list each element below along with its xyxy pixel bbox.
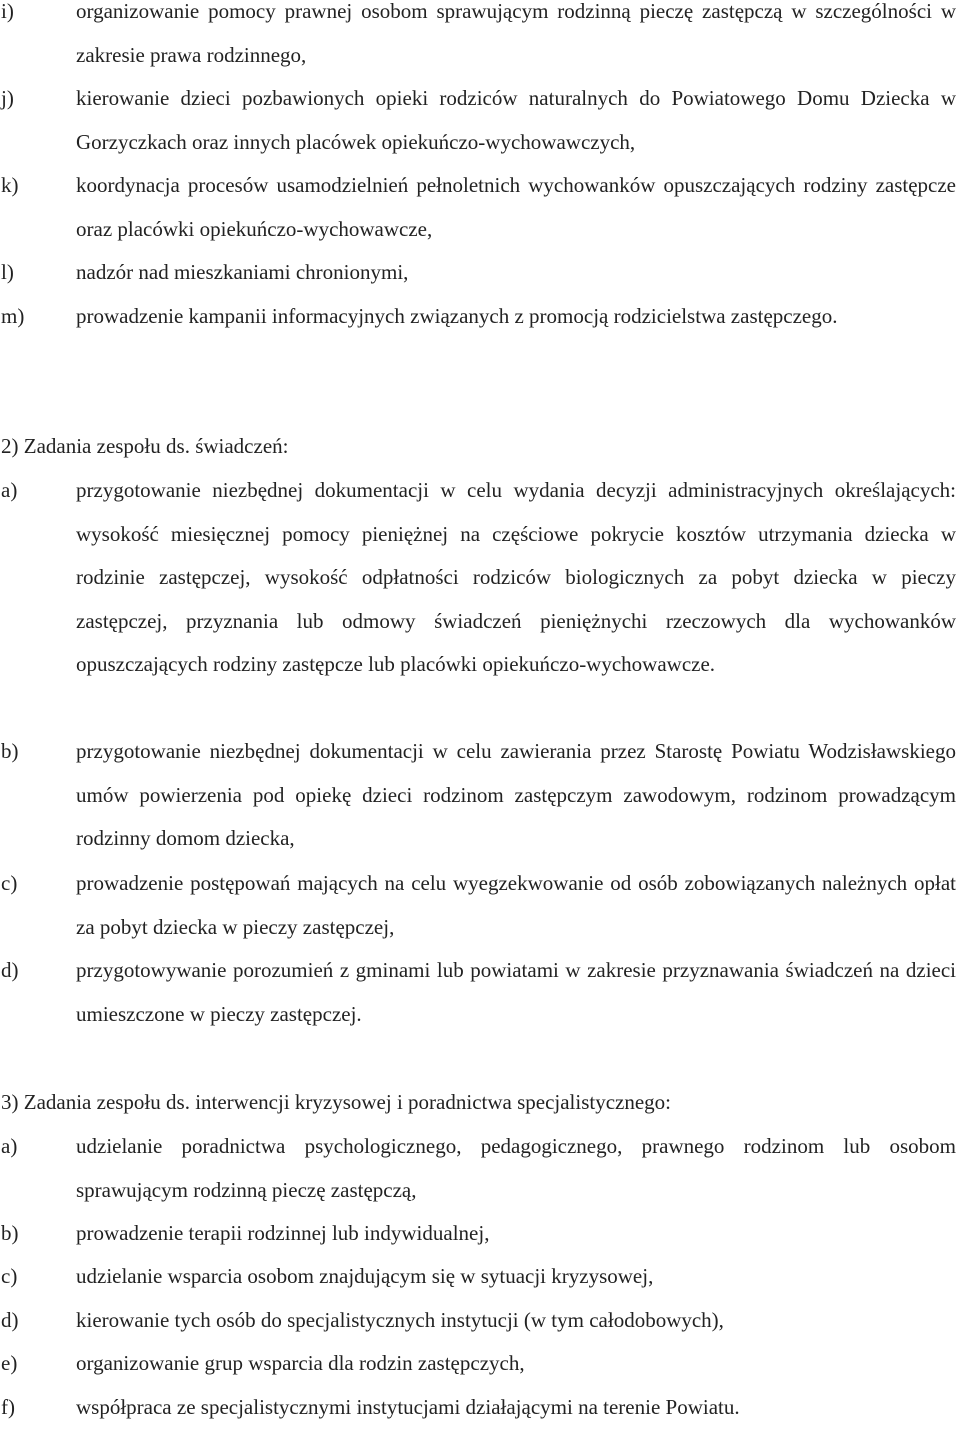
list-marker: b)	[1, 1221, 19, 1245]
list-item-i	[0, 0, 956, 77]
list-marker: c)	[1, 871, 18, 895]
list-item-text: przygotowanie niezbędnej dokumentacji w celu wydania decyzji administracyjnych określających: wysokość miesięcznej pomocy pieniężnej na częściowe pokrycie kosztów utrzymania dziecka w rodzinie zastępczej, wysokość odpłatności rodziców biologicznych za pobyt dziecka w pieczy zastępczej, przyznania lub odmowy świadczeń pieniężnychi rzeczowych dla wychowanków opuszczających rodziny zastępcze lub placówki opiekuńczo-wychowawcze.	[76, 478, 956, 677]
list-marker: a)	[1, 1134, 18, 1158]
list-item-text: przygotowywanie porozumień z gminami lub powiatami w zakresie przyznawania świadczeń na dzieci umieszczone w pieczy zastępczej.	[76, 958, 956, 1026]
list-item-text: przygotowanie niezbędnej dokumentacji w celu zawierania przez Starostę Powiatu Wodzisławskiego umów powierzenia pod opiekę dzieci rodzinom zastępczym zawodowym, rodzinom prowadzącym rodzinny domom dziecka,	[76, 739, 956, 851]
list-item-text: nadzór nad mieszkaniami chronionymi,	[76, 260, 409, 284]
list-item-b	[0, 1212, 956, 1256]
list-marker: l)	[1, 260, 14, 284]
list-item-text: kierowanie dzieci pozbawionych opieki rodziców naturalnych do Powiatowego Domu Dziecka w Gorzyczkach oraz innych placówek opiekuńczo-wychowawczych,	[76, 86, 956, 154]
list-item-text: organizowanie pomocy prawnej osobom sprawującym rodzinną pieczę zastępczą w szczególności w zakresie prawa rodzinnego,	[76, 0, 956, 67]
list-item-text: prowadzenie postępowań mających na celu wyegzekwowanie od osób zobowiązanych należnych opłat za pobyt dziecka w pieczy zastępczej,	[76, 871, 956, 939]
list-marker: d)	[1, 958, 19, 982]
list-item-d	[0, 949, 956, 1036]
list-item-a	[0, 1125, 956, 1212]
list-item-text: współpraca ze specjalistycznymi instytucjami działającymi na terenie Powiatu.	[76, 1395, 740, 1419]
list-marker: k)	[1, 173, 19, 197]
list-item-e	[0, 1342, 956, 1386]
list-marker: j)	[1, 86, 14, 110]
list-marker: i)	[1, 0, 14, 23]
list-item-text: kierowanie tych osób do specjalistycznych instytucji (w tym całodobowych),	[76, 1308, 724, 1332]
list-item-m	[0, 295, 956, 339]
list-item-l	[0, 251, 956, 295]
section-heading: 3) Zadania zespołu ds. interwencji kryzysowej i poradnictwa specjalistycznego:	[1, 1090, 672, 1114]
list-marker: f)	[1, 1395, 15, 1419]
list-item-a	[0, 469, 956, 687]
section-heading: 2) Zadania zespołu ds. świadczeń:	[1, 434, 289, 458]
list-marker: b)	[1, 739, 19, 763]
list-marker: m)	[1, 304, 25, 328]
list-item-j	[0, 77, 956, 164]
list-item-text: udzielanie poradnictwa psychologicznego, pedagogicznego, prawnego rodzinom lub osobom sprawującym rodzinną pieczę zastępczą,	[76, 1134, 956, 1202]
list-item-c	[0, 1255, 956, 1299]
list-marker: d)	[1, 1308, 19, 1332]
list-item-f	[0, 1386, 956, 1430]
list-item-text: prowadzenie terapii rodzinnej lub indywidualnej,	[76, 1221, 490, 1245]
list-marker: e)	[1, 1351, 18, 1375]
list-item-text: udzielanie wsparcia osobom znajdującym się w sytuacji kryzysowej,	[76, 1264, 654, 1288]
list-item-b	[0, 730, 956, 861]
list-item-text: organizowanie grup wsparcia dla rodzin zastępczych,	[76, 1351, 525, 1375]
list-item-text: prowadzenie kampanii informacyjnych związanych z promocją rodzicielstwa zastępczego.	[76, 304, 838, 328]
list-marker: a)	[1, 478, 18, 502]
list-item-k	[0, 164, 956, 251]
list-item-text: koordynacja procesów usamodzielnień pełnoletnich wychowanków opuszczających rodziny zastępcze oraz placówki opiekuńczo-wychowawcze,	[76, 173, 956, 241]
list-item-d	[0, 1299, 956, 1343]
list-item-c	[0, 862, 956, 949]
list-marker: c)	[1, 1264, 18, 1288]
